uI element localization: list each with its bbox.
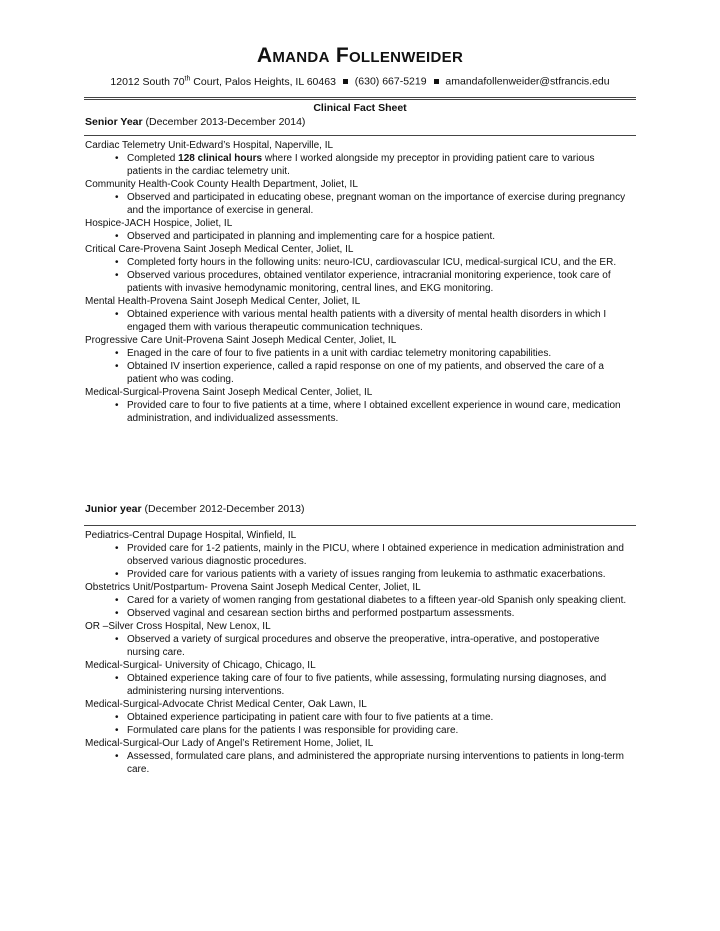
junior-year-label: Junior year <box>85 503 142 515</box>
clinical-entry <box>85 698 630 737</box>
clinical-site-title: Hospice-JACH Hospice, Joliet, IL <box>85 218 233 229</box>
clinical-entry <box>85 178 630 217</box>
senior-year-label: Senior Year <box>85 116 143 128</box>
bullet-list <box>85 191 630 217</box>
bullet-text: Observed and participated in planning and implementing care for a hospice patient. <box>127 231 496 242</box>
bullet-list <box>85 230 630 243</box>
senior-year-entries <box>85 139 630 425</box>
bullet-text: Observed a variety of surgical procedures and observe the preoperative, intra-operative, and postoperative nursing care. <box>127 634 600 658</box>
bullet-text: Observed vaginal and cesarean section births and performed postpartum assessments. <box>127 608 515 619</box>
clinical-entry <box>85 529 630 581</box>
bullet-item <box>85 672 630 698</box>
bullet-item <box>85 724 630 737</box>
bullet-item <box>85 750 630 776</box>
clinical-site-title: Medical-Surgical-Provena Saint Joseph Medical Center, Joliet, IL <box>85 387 373 398</box>
bullet-item <box>85 269 630 295</box>
bullet-list <box>85 542 630 581</box>
bullet-item <box>85 230 630 243</box>
clinical-entry <box>85 243 630 295</box>
senior-divider <box>84 135 636 136</box>
clinical-site-title: Medical-Surgical-Advocate Christ Medical Center, Oak Lawn, IL <box>85 699 367 710</box>
junior-year-heading <box>85 503 304 515</box>
header-divider <box>84 97 636 100</box>
clinical-site-title: Cardiac Telemetry Unit-Edward’s Hospital, Naperville, IL <box>85 140 334 151</box>
junior-year-entries <box>85 529 630 776</box>
bullet-text: Obtained experience taking care of four to five patients, while assessing, formulating nursing diagnoses, and administering nursing interventions. <box>127 673 607 697</box>
document-title: Clinical Fact Sheet <box>313 102 407 114</box>
bullet-text: Obtained experience with various mental health patients with a diversity of mental health disorders in which I engaged them with various therapeutic communication techniques. <box>127 309 607 333</box>
separator-square-icon <box>343 79 348 84</box>
bullet-list <box>85 347 630 386</box>
candidate-name: Amanda Follenweider <box>256 44 464 67</box>
bullet-list <box>85 308 630 334</box>
bullet-emphasis: 128 clinical hours <box>178 153 263 164</box>
bullet-item <box>85 607 630 620</box>
separator-square-icon <box>434 79 439 84</box>
bullet-item <box>85 633 630 659</box>
clinical-entry <box>85 334 630 386</box>
bullet-text: Completed <box>127 153 179 164</box>
email: amandafollenweider@stfrancis.edu <box>445 75 610 88</box>
clinical-entry <box>85 737 630 776</box>
bullet-text: Obtained experience participating in patient care with four to five patients at a time. <box>127 712 494 723</box>
bullet-text: Observed various procedures, obtained ventilator experience, intracranial monitoring experience, took care of patients with invasive hemodynamic monitoring, central lines, and EKG monitoring. <box>127 270 611 294</box>
clinical-site-title: Medical-Surgical- University of Chicago, Chicago, IL <box>85 660 316 671</box>
bullet-list <box>85 594 630 620</box>
clinical-site-title: Obstetrics Unit/Postpartum- Provena Saint Joseph Medical Center, Joliet, IL <box>85 582 421 593</box>
bullet-text: Cared for a variety of women ranging from gestational diabetes to a fifteen year-old Spanish only speaking client. <box>127 595 627 606</box>
bullet-list <box>85 711 630 737</box>
bullet-item <box>85 256 630 269</box>
clinical-entry <box>85 386 630 425</box>
clinical-entry <box>85 139 630 178</box>
bullet-item <box>85 308 630 334</box>
clinical-site-title: Pediatrics-Central Dupage Hospital, Winfield, IL <box>85 530 297 541</box>
bullet-item <box>85 594 630 607</box>
bullet-list <box>85 399 630 425</box>
bullet-list <box>85 152 630 178</box>
senior-year-heading <box>85 116 305 128</box>
bullet-text: Provided care to four to five patients at a time, where I obtained excellent experience in wound care, medication administration, and individualized assessments. <box>127 400 621 424</box>
junior-year-dates: (December 2012-December 2013) <box>144 503 305 515</box>
clinical-site-title: Progressive Care Unit-Provena Saint Joseph Medical Center, Joliet, IL <box>85 335 397 346</box>
bullet-text: Enaged in the care of four to five patients in a unit with cardiac telemetry monitoring capabilities. <box>127 348 552 359</box>
contact-line <box>84 72 636 89</box>
bullet-list <box>85 633 630 659</box>
bullet-text: Provided care for various patients with a variety of issues ranging from leukemia to asthmatic exacerbations. <box>127 569 606 580</box>
bullet-text: Provided care for 1-2 patients, mainly in the PICU, where I obtained experience in medication administration and observed various diagnostic procedures. <box>127 543 624 567</box>
clinical-entry <box>85 659 630 698</box>
bullet-item <box>85 542 630 568</box>
clinical-site-title: Critical Care-Provena Saint Joseph Medical Center, Joliet, IL <box>85 244 354 255</box>
clinical-site-title: Medical-Surgical-Our Lady of Angel’s Retirement Home, Joliet, IL <box>85 738 374 749</box>
bullet-text: Obtained IV insertion experience, called a rapid response on one of my patients, and observed the care of a patient who was coding. <box>127 361 604 385</box>
bullet-item <box>85 347 630 360</box>
bullet-text: Observed and participated in educating obese, pregnant woman on the importance of exercise during pregnancy and the importance of exercise in general. <box>127 192 626 216</box>
bullet-text: Formulated care plans for the patients I was responsible for providing care. <box>127 725 459 736</box>
address: 12012 South 70th Court, Palos Heights, IL 60463 <box>110 75 336 88</box>
bullet-text-continued: where I worked alongside my preceptor in providing patient care to various patients in the cardiac telemetry unit. <box>127 153 595 177</box>
clinical-site-title: Mental Health-Provena Saint Joseph Medical Center, Joliet, IL <box>85 296 361 307</box>
bullet-item <box>85 152 630 178</box>
bullet-text: Completed forty hours in the following units: neuro-ICU, cardiovascular ICU, medical-surgical ICU, and the ER. <box>127 257 617 268</box>
bullet-list <box>85 750 630 776</box>
clinical-site-title: OR –Silver Cross Hospital, New Lenox, IL <box>85 621 271 632</box>
bullet-item <box>85 711 630 724</box>
bullet-item <box>85 399 630 425</box>
senior-year-dates: (December 2013-December 2014) <box>145 116 306 128</box>
clinical-entry <box>85 581 630 620</box>
clinical-entry <box>85 295 630 334</box>
bullet-list <box>85 256 630 295</box>
bullet-list <box>85 672 630 698</box>
bullet-item <box>85 191 630 217</box>
clinical-entry <box>85 217 630 243</box>
junior-divider <box>84 525 636 526</box>
clinical-site-title: Community Health-Cook County Health Department, Joliet, IL <box>85 179 358 190</box>
clinical-entry <box>85 620 630 659</box>
bullet-item <box>85 568 630 581</box>
resume-header <box>84 44 636 89</box>
bullet-item <box>85 360 630 386</box>
phone: (630) 667-5219 <box>354 75 427 88</box>
bullet-text: Assessed, formulated care plans, and administered the appropriate nursing interventions to patients in long-term care. <box>127 751 624 775</box>
